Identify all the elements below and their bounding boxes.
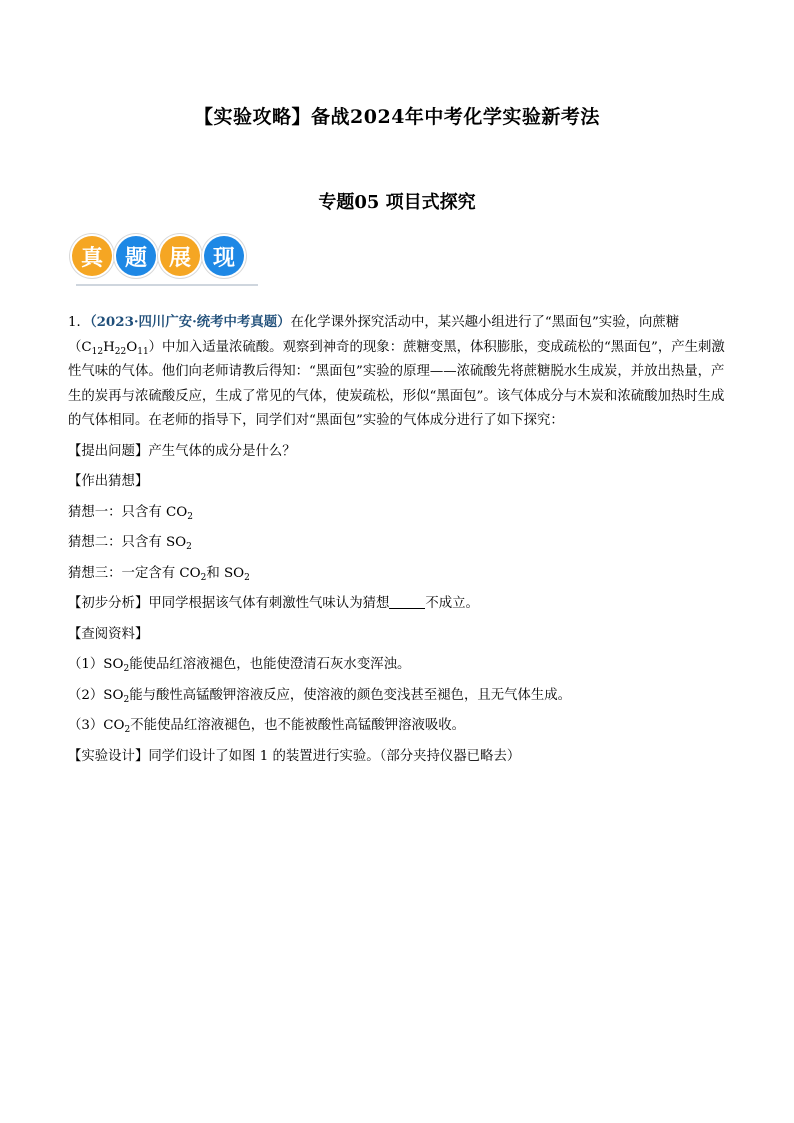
badge-char-2: 题: [116, 236, 156, 276]
guess-heading: 【作出猜想】: [68, 474, 149, 489]
intro-text-3: O: [126, 339, 138, 355]
sub-o: 11: [137, 346, 149, 357]
info-1-a: （1）SO: [68, 657, 124, 672]
info-2: [68, 684, 730, 709]
guess-2-text: 猜想二：只含有 SO: [68, 535, 187, 550]
guess-1-text: 猜想一：只含有 CO: [68, 504, 188, 520]
badge-char-4: 现: [204, 236, 244, 276]
analysis-line: [68, 592, 730, 617]
question-source: （2023·四川广安·统考中考真题）: [89, 314, 291, 330]
intro-text-2: H: [103, 339, 115, 355]
sub-2: 2: [123, 664, 130, 674]
info-heading: 【查阅资料】: [68, 626, 149, 642]
analysis-text-b: 不成立。: [425, 596, 479, 611]
question-body: [68, 310, 730, 769]
sub-c: 12: [91, 346, 104, 357]
design-line: [68, 745, 730, 770]
sub-h: 22: [114, 346, 127, 357]
problem-head: 【提出问题】: [68, 443, 149, 459]
guess-2: [68, 531, 730, 556]
question-number: 1．: [68, 315, 90, 330]
question-intro: [68, 310, 730, 434]
badge-underline: [76, 284, 258, 286]
analysis-head: 【初步分析】: [68, 596, 149, 611]
guess-3-text-a: 猜想三：一定含有 CO: [68, 565, 201, 581]
info-3-a: （3）CO: [68, 718, 125, 733]
sub-2: 2: [187, 511, 193, 522]
topic-title: 专题05 项目式探究: [318, 192, 476, 213]
sub-2: 2: [200, 572, 207, 583]
guess-1: [68, 501, 730, 526]
problem-line: [68, 440, 730, 465]
intro-text-4: ）中加入适量浓硫酸。观察到神奇的现象：蔗糖变黑，体积膨胀，变成疏松的“黑面包”，产生刺激性气味的气体。他们向老师请教后得知：“黑面包”实验的原理——浓硫酸先将蔗糖脱水生成炭，并放出热量，产生的炭再与浓硫酸反应，生成了常见的气体，使炭疏松，形似“黑面包”。该气体成分与木炭和浓硫酸加热时生成的气体相同。在老师的指导下，同学们对“黑面包”实验的气体成分进行了如下探究：: [68, 339, 725, 428]
badge-char-1: 真: [72, 236, 112, 276]
info-3: [68, 714, 730, 739]
problem-text: 产生气体的成分是什么？: [148, 443, 296, 459]
info-2-a: （2）SO: [68, 687, 124, 703]
info-2-b: 能与酸性高锰酸钾溶液反应，使溶液的颜色变浅甚至褪色，且无气体生成。: [129, 687, 572, 703]
info-1-b: 能使品红溶液褪色，也能使澄清石灰水变浑浊。: [129, 657, 411, 672]
sub-2: 2: [123, 694, 130, 705]
badge-char-3: 展: [160, 236, 200, 276]
section-badge: [72, 236, 244, 276]
guess-3-text-b: 和 SO: [206, 565, 245, 581]
sub-2: 2: [124, 725, 131, 735]
intro-text-1: 在化学课外探究活动中，某兴趣小组进行了“黑面包”实验，向蔗糖（C: [68, 315, 680, 355]
guess-3: [68, 562, 730, 587]
answer-blank[interactable]: [389, 594, 425, 609]
sub-2: 2: [186, 542, 192, 552]
sub-2: 2: [244, 572, 250, 583]
info-3-b: 不能使品红溶液褪色，也不能被酸性高锰酸钾溶液吸收。: [130, 718, 466, 733]
info-1: [68, 653, 730, 678]
analysis-text-a: 甲同学根据该气体有刺激性气味认为猜想: [148, 596, 390, 611]
design-head: 【实验设计】: [68, 748, 149, 764]
design-text: 同学们设计了如图 1 的装置进行实验。（部分夹持仪器已略去）: [148, 748, 521, 764]
page-title: 【实验攻略】备战2024年中考化学实验新考法: [194, 106, 600, 128]
